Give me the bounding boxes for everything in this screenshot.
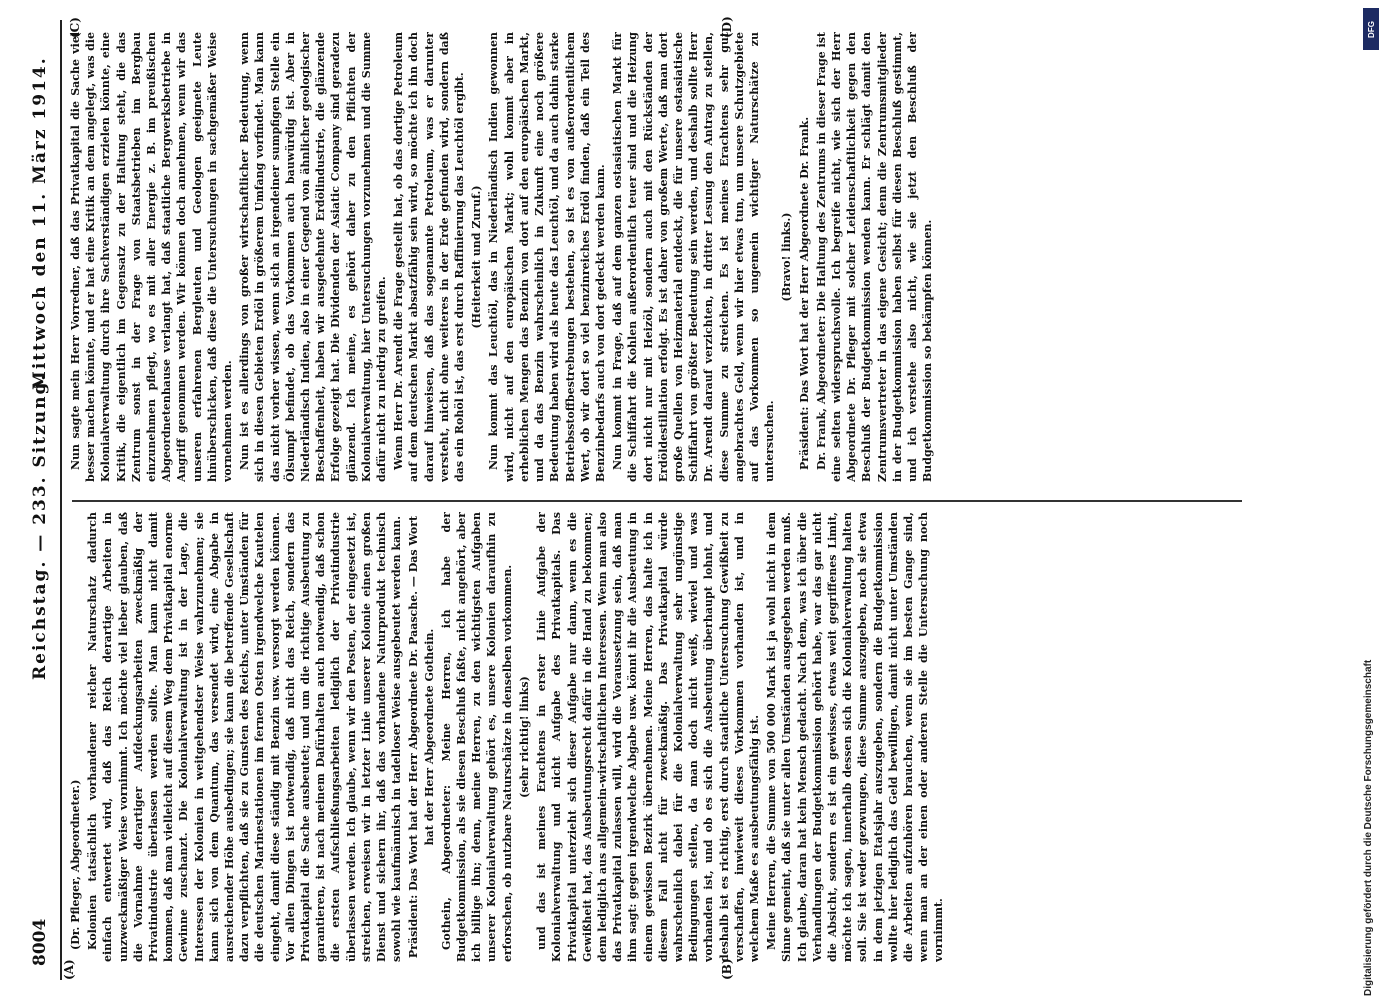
- margin-marker-b: (B): [720, 958, 734, 980]
- margin-marker-c: (C): [68, 17, 82, 38]
- paragraph: Nun sagte mein Herr Vorredner, daß das Privatkapital die Sache viel besser machen könnte, und er hat eine Kritik an dem angelegt, was die Kolonialverwaltung durch ihre Sachverständigen erzielen könnte, eine Kritik, die eigentlich im Gegensatz zu der Haltung steht, die das Zentrum sonst in der Frage von Staatsbetrieben im Bergbau einzunehmen pflegt, wo es mit aller Energie z. B. im preußischen Abgeordnetenhause verlangt hat, daß staatliche Bergwerksbetriebe in Angriff genommen werden. Wir können doch annehmen, wenn wir das unseren erfahrenen Bergleuten und Geologen geeignete Leute hinüberschicken, daß diese die Untersuchungen in sachgemäßer Weise vornehmen werden.: [69, 32, 235, 482]
- session-title: Reichstag. — 233. Sitzung.: [30, 372, 50, 680]
- paragraph: (Dr. Pfleger, Abgeordneter.): [69, 779, 82, 950]
- document-page: [20, 16, 1320, 980]
- paragraph: (Heiterkeit und Zuruf.): [470, 185, 484, 329]
- paragraph: (Bravo! links.): [780, 212, 794, 302]
- header-rule: [60, 20, 62, 980]
- margin-marker-a: (A): [62, 959, 76, 980]
- paragraph: und das ist meines Erachtens in erster Linie Aufgabe der Kolonialverwaltung und nicht Aufgabe des Privatkapitals. Das Privatkapital unterzieht sich dieser Aufgabe nur dann, wenn es die Gewißheit hat, das Ausbeutungsrecht dafür in die Hand zu bekommen; dem lediglich aus allgemein-wirtschaftlichen Interessen. Wenn man also das Privatkapital zulassen will, wird die Voraussetzung sein, daß man ihm sagt: gegen irgendwelche Abgabe usw. könnt ihr die Ausbeutung in einem gewissen Bezirk übernehmen. Meine Herren, das halte ich in diesem Fall nicht für zweckmäßig. Das Privatkapital würde wahrscheinlich dabei für die Kolonialverwaltung sehr ungünstige Bedingungen stellen, da man doch nicht weiß, wieviel und was vorhanden ist, und ob es sich die Ausbeutung überhaupt lohnt, und deshalb ist es richtig, erst durch staatliche Untersuchung Gewißheit zu verschaffen, inwieweit dieses Vorkommen vorhanden ist, und in welchem Maße es ausbeutungsfähig ist.: [535, 512, 761, 962]
- dfg-logo: [1363, 8, 1379, 50]
- paragraph: Nun kommt das Leuchtöl, das in Niederländisch Indien gewonnen wird, nicht auf den europäischen Markt; wohl kommt aber in erheblichen Mengen das Benzin von dort auf den europäischen Markt, und da das Benzin wahrscheinlich in Zukunft eine noch größere Bedeutung haben wird als heute das Leuchtöl, und da auch dahin starke Betriebsstoffbestrebungen bestehen, so ist es von außerordentlichem Wert, ob wir dort so viel benzinreiches Erdöl finden, daß ein Teil des Benzinbedarfs auch von dort gedeckt werden kann.: [487, 32, 607, 482]
- paragraph: Wenn Herr Dr. Arendt die Frage gestellt hat, ob das dortige Petroleum auf dem deutschen Markt absatzfähig sein wird, so möchte ich ihn doch darauf hinweisen, daß das sogenannte Petroleum, was er darunter versteht, nicht ohne weiteres in der Erde gefunden wird, sondern daß das ein Rohöl ist, das erst durch Raffinierung das Leuchtöl ergibt.: [392, 32, 467, 482]
- page-header: [26, 20, 56, 980]
- funding-credit: Digitalisierung gefördert durch die Deutsche Forschungsgemeinschaft: [1363, 659, 1374, 996]
- left-column: [68, 512, 1248, 962]
- dfg-logo-text: DFG: [1366, 20, 1376, 38]
- page-number: 8004: [30, 918, 50, 966]
- right-column: [68, 32, 1248, 482]
- column-divider: [72, 500, 1242, 502]
- paragraph: Dr. Frank, Abgeordneter: Die Haltung des Zentrums in dieser Frage ist eine selten widerspruchsvolle. Ich begreife nicht, wie sich der Herr Abgeordnete Dr. Pfleger mit solcher Leidenschaftlichkeit gegen den Beschluß der Budgetkommission wenden kann. Er schlägt damit den Zentrumsvertreter in das eigene Gesicht; denn die Zentrumsmitglieder in der Budgetkommission haben selbst für diesen Beschluß gestimmt, und ich verstehe also nicht, wie sie jetzt den Beschluß der Budgetkommission so bekämpfen können.: [814, 32, 935, 482]
- paragraph: Gothein, Abgeordneter: Meine Herren, ich habe der Budgetkommission, als sie diesen Beschluß faßte, nicht angehört, aber ich billige ihn; denn, meine Herren, zu den wichtigsten Aufgaben unserer Kolonialverwaltung gehört es, unsere Kolonien daraufhin zu erforschen, ob nutzbare Naturschätze in denselben vorkommen.: [439, 512, 514, 962]
- paragraph: (sehr richtig! links): [517, 676, 531, 798]
- paragraph: Meine Herren, die Summe von 500 000 Mark ist ja wohl nicht in dem Sinne gemeint, daß sie unter allen Umständen ausgegeben werden muß. Ich glaube, daran hat kein Mensch gedacht. Nach dem, was ich über die Verhandlungen der Budgetkommission gehört habe, war das gar nicht die Absicht, sondern es ist ein gewisses, etwas weit gegriffenes Limit, möchte ich sagen, innerhalb dessen sich die Kolonialverwaltung halten soll. Sie ist weder gezwungen, diese Summe auszugeben, noch sie etwa in dem jetzigen Etatsjahr auszugeben, sondern die Budgetkommission wollte hier lediglich das Geld bewilligen, damit nicht unter Umständen die Arbeiten aufzuhören brauchen, wenn sie im besten Gange sind, wenn man an der einen oder anderen Stelle die Untersuchung noch vornimmt.: [765, 512, 946, 962]
- paragraph: Präsident: Das Wort hat der Herr Abgeordnete Dr. Paasche. — Das Wort hat der Herr Abgeordnete Gothein.: [407, 515, 436, 959]
- session-date: Mittwoch den 11. März 1914.: [30, 56, 50, 390]
- margin-marker-d: (D): [720, 16, 734, 38]
- paragraph: Präsident: Das Wort hat der Herr Abgeordnete Dr. Frank.: [797, 116, 811, 470]
- paragraph: Nun kommt in Frage, daß auf dem ganzen ostasiatischen Markt für die Schiffahrt die Kohlen außerordentlich teuer sind und die Heizung dort nicht nur mit Heizöl, sondern auch mit den Rückständen der Erdöldestillation erfolgt. Es ist daher von großem Werte, daß man dort große Quellen von Heizmaterial entdeckt, die für unsere ostasiatische Schiffahrt von größter Bedeutung sein werden, und deshalb sollte Herr Dr. Arendt darauf verzichten, in dritter Lesung den Antrag zu stellen, diese Summe zu streichen. Es ist meines Erachtens sehr gut angebrachtes Geld, wenn wir hier etwas tun, um unsere Schutzgebiete auf das Vorkommen so ungemein wichtiger Naturschätze zu untersuchen.: [611, 32, 777, 482]
- paragraph: Kolonien tatsächlich vorhandener reicher Naturschatz dadurch einfach entwertet wird, daß das Reich derartige Arbeiten in unzweckmäßiger Weise vornimmt. Ich möchte viel lieber glauben, daß die Vornahme derartiger Aufdeckungsarbeiten zweckmäßig der Privatindustrie überlassen werden sollte. Man kann nicht damit kommen, daß man vielleicht auf diesem Weg dem Privatkapital enorme Gewinne zuschanzt. Die Kolonialverwaltung ist in der Lage, die Interessen der Kolonien in weitgehendster Weise wahrzunehmen; sie kann sich von dem Quantum, das versendet wird, eine Abgabe in ausreichender Höhe ausbedingen; sie kann die betreffende Gesellschaft dazu verpflichten, daß sie zu Gunsten des Reichs, unter Umständen für die deutschen Marinestationen im fernen Osten irgendwelche Kautelen eingeht, damit diese ständig mit Benzin usw. versorgt werden können. Vor allen Dingen ist notwendig, daß nicht das Reich, sondern das Privatkapital die Sache ausbeutet; und um die richtige Ausbeutung zu garantieren, ist nach meinem Dafürhalten auch notwendig, daß schon die ersten Aufschließungsarbeiten lediglich der Privatindustrie überlassen werden. Ich glaube, wenn wir den Posten, der eingesetzt ist, streichen, erweisen wir in letzter Linie unserer Kolonie einen großen Dienst und sichern ihr, daß das vorhandene Naturprodukt technisch sowohl wie kaufmännisch in tadelloser Weise ausgebeutet werden kann.: [86, 512, 404, 962]
- paragraph: Nun ist es allerdings von großer wirtschaftlicher Bedeutung, wenn sich in diesen Gebieten Erdöl in größerem Umfang vorfindet. Man kann das nicht vorher wissen, wenn sich an irgendeiner sumpfigen Stelle ein Ölsumpf befindet, ob das Vorkommen auch bauwürdig ist. Aber in Niederländisch Indien, also in einer Gegend von ähnlicher geologischer Beschaffenheit, haben wir ausgedehnte Erdölindustrie, die glänzende Erfolge gezeigt hat. Die Dividenden der Asiatic Company sind geradezu glänzend. Ich meine, es gehört daher zu den Pflichten der Kolonialverwaltung, hier Untersuchungen vorzunehmen und die Summe dafür nicht zu niedrig zu greifen.: [238, 32, 389, 482]
